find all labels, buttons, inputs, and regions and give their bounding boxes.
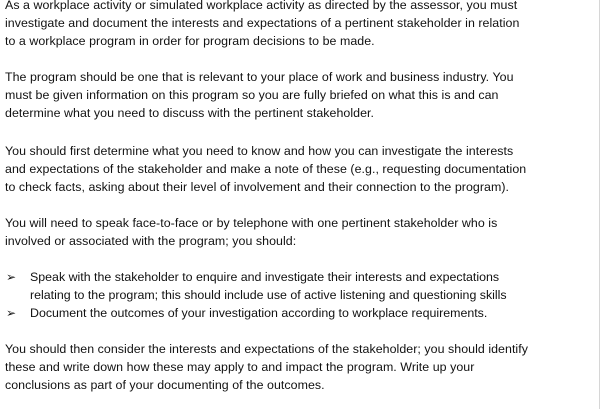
bullet-2-line-1: Document the outcomes of your investigation according to workplace requirements. — [30, 306, 488, 320]
paragraph-3-line-3: to check facts, asking about their level of involvement and their connection to the program). — [5, 180, 509, 194]
paragraph-2-line-3: determine what you need to discuss with the pertinent stakeholder. — [5, 106, 375, 120]
bullet-1-line-1: Speak with the stakeholder to enquire and investigate their interests and expectations — [30, 270, 500, 284]
paragraph-1-line-1: As a workplace activity or simulated workplace activity as directed by the assessor, you must — [5, 0, 518, 12]
closing-line-1: You should then consider the interests and expectations of the stakeholder; you should identify — [5, 342, 528, 356]
paragraph-4-line-1: You will need to speak face-to-face or by telephone with one pertinent stakeholder who is — [5, 216, 498, 230]
paragraph-3-line-2: and expectations of the stakeholder and make a note of these (e.g., requesting documentation — [5, 162, 527, 176]
paragraph-1-line-2: investigate and document the interests and expectations of a pertinent stakeholder in relation — [5, 16, 520, 30]
paragraph-2-line-2: must be given information on this program so you are fully briefed on what this is and can — [5, 88, 499, 102]
bullet-arrow-icon: ➢ — [6, 270, 17, 284]
closing-line-2: these and write down how these may apply to and impact the program. Write up your — [5, 360, 475, 374]
bullet-arrow-icon: ➢ — [6, 306, 17, 320]
closing-line-3: conclusions as part of your documenting of the outcomes. — [5, 378, 325, 392]
bullet-1-line-2: relating to the program; this should include use of active listening and questioning skills — [30, 288, 507, 302]
paragraph-1-line-3: to a workplace program in order for program decisions to be made. — [5, 34, 375, 48]
paragraph-4-line-2: involved or associated with the program; you should: — [5, 234, 297, 248]
paragraph-3-line-1: You should first determine what you need to know and how you can investigate the interests — [5, 144, 514, 158]
page-edge-divider — [599, 0, 600, 409]
paragraph-2-line-1: The program should be one that is relevant to your place of work and business industry. You — [5, 70, 514, 84]
